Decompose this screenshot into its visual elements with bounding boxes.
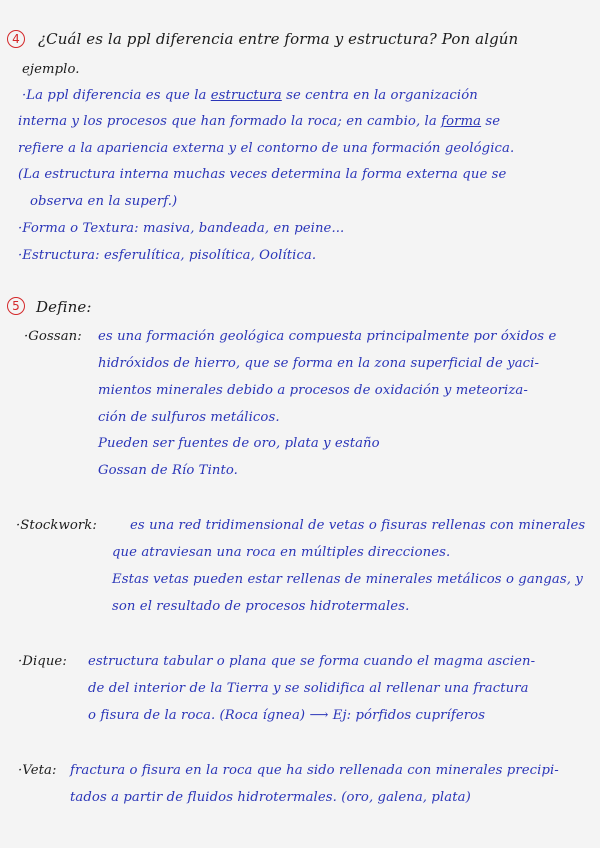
stockwork-label: ·Stockwork:	[16, 518, 97, 533]
veta-line1: fractura o fisura en la roca que ha sido rellenada con minerales precipi-	[70, 763, 559, 778]
question-5-number: 5	[7, 297, 25, 315]
veta-line2: tados a partir de fluidos hidrotermales. (oro, galena, plata)	[70, 790, 471, 805]
veta-label: ·Veta:	[18, 763, 57, 778]
underlined-forma: forma	[441, 114, 482, 129]
question-4-title-line1: ¿Cuál es la ppl diferencia entre forma y estructura? Pon algún	[38, 30, 519, 48]
gossan-line2: hidróxidos de hierro, que se forma en la zona superficial de yaci-	[98, 356, 540, 371]
question-4-title-line2: ejemplo.	[22, 62, 80, 77]
gossan-line3: mientos minerales debido a procesos de oxidación y meteoriza-	[98, 383, 528, 398]
question-5-title: Define:	[36, 298, 92, 316]
answer-4-line3: refiere a la apariencia externa y el contorno de una formación geológica.	[18, 141, 515, 156]
dique-line2: de del interior de la Tierra y se solidifica al rellenar una fractura	[88, 681, 529, 696]
answer-4-line1-post: se centra en la organización	[281, 88, 478, 103]
dique-label: ·Dique:	[18, 654, 67, 669]
answer-4-line2	[18, 112, 500, 132]
answer-4-line7: ·Estructura: esferulítica, pisolítica, Oolítica.	[18, 248, 317, 263]
gossan-label: ·Gossan:	[24, 329, 82, 344]
question-4-number: 4	[7, 30, 25, 48]
answer-4-line4: (La estructura interna muchas veces determina la forma externa que se	[18, 167, 507, 182]
answer-4-line1-pre: ·La ppl diferencia es que la	[22, 88, 211, 103]
gossan-line5: Pueden ser fuentes de oro, plata y estaño	[98, 436, 380, 451]
stockwork-line2: que atraviesan una roca en múltiples direcciones.	[112, 545, 451, 560]
answer-4-line1	[22, 86, 478, 106]
dique-line3: o fisura de la roca. (Roca ígnea) ⟶ Ej: pórfidos cupríferos	[88, 708, 486, 723]
answer-4-line5: observa en la superf.)	[30, 194, 178, 209]
stockwork-line4: son el resultado de procesos hidrotermales.	[112, 599, 410, 614]
dique-line1: estructura tabular o plana que se forma cuando el magma ascien-	[88, 654, 536, 669]
gossan-line4: ción de sulfuros metálicos.	[98, 410, 280, 425]
answer-4-line6: ·Forma o Textura: masiva, bandeada, en peine...	[18, 221, 345, 236]
answer-4-line2-post: se	[481, 114, 501, 129]
gossan-line1: es una formación geológica compuesta principalmente por óxidos e	[98, 329, 557, 344]
answer-4-line2-pre: interna y los procesos que han formado la roca; en cambio, la	[18, 114, 442, 129]
gossan-line6: Gossan de Río Tinto.	[98, 463, 238, 478]
stockwork-line3: Estas vetas pueden estar rellenas de minerales metálicos o gangas, y	[112, 572, 583, 587]
stockwork-line1: es una red tridimensional de vetas o fisuras rellenas con minerales	[130, 518, 586, 533]
underlined-estructura: estructura	[210, 88, 282, 103]
